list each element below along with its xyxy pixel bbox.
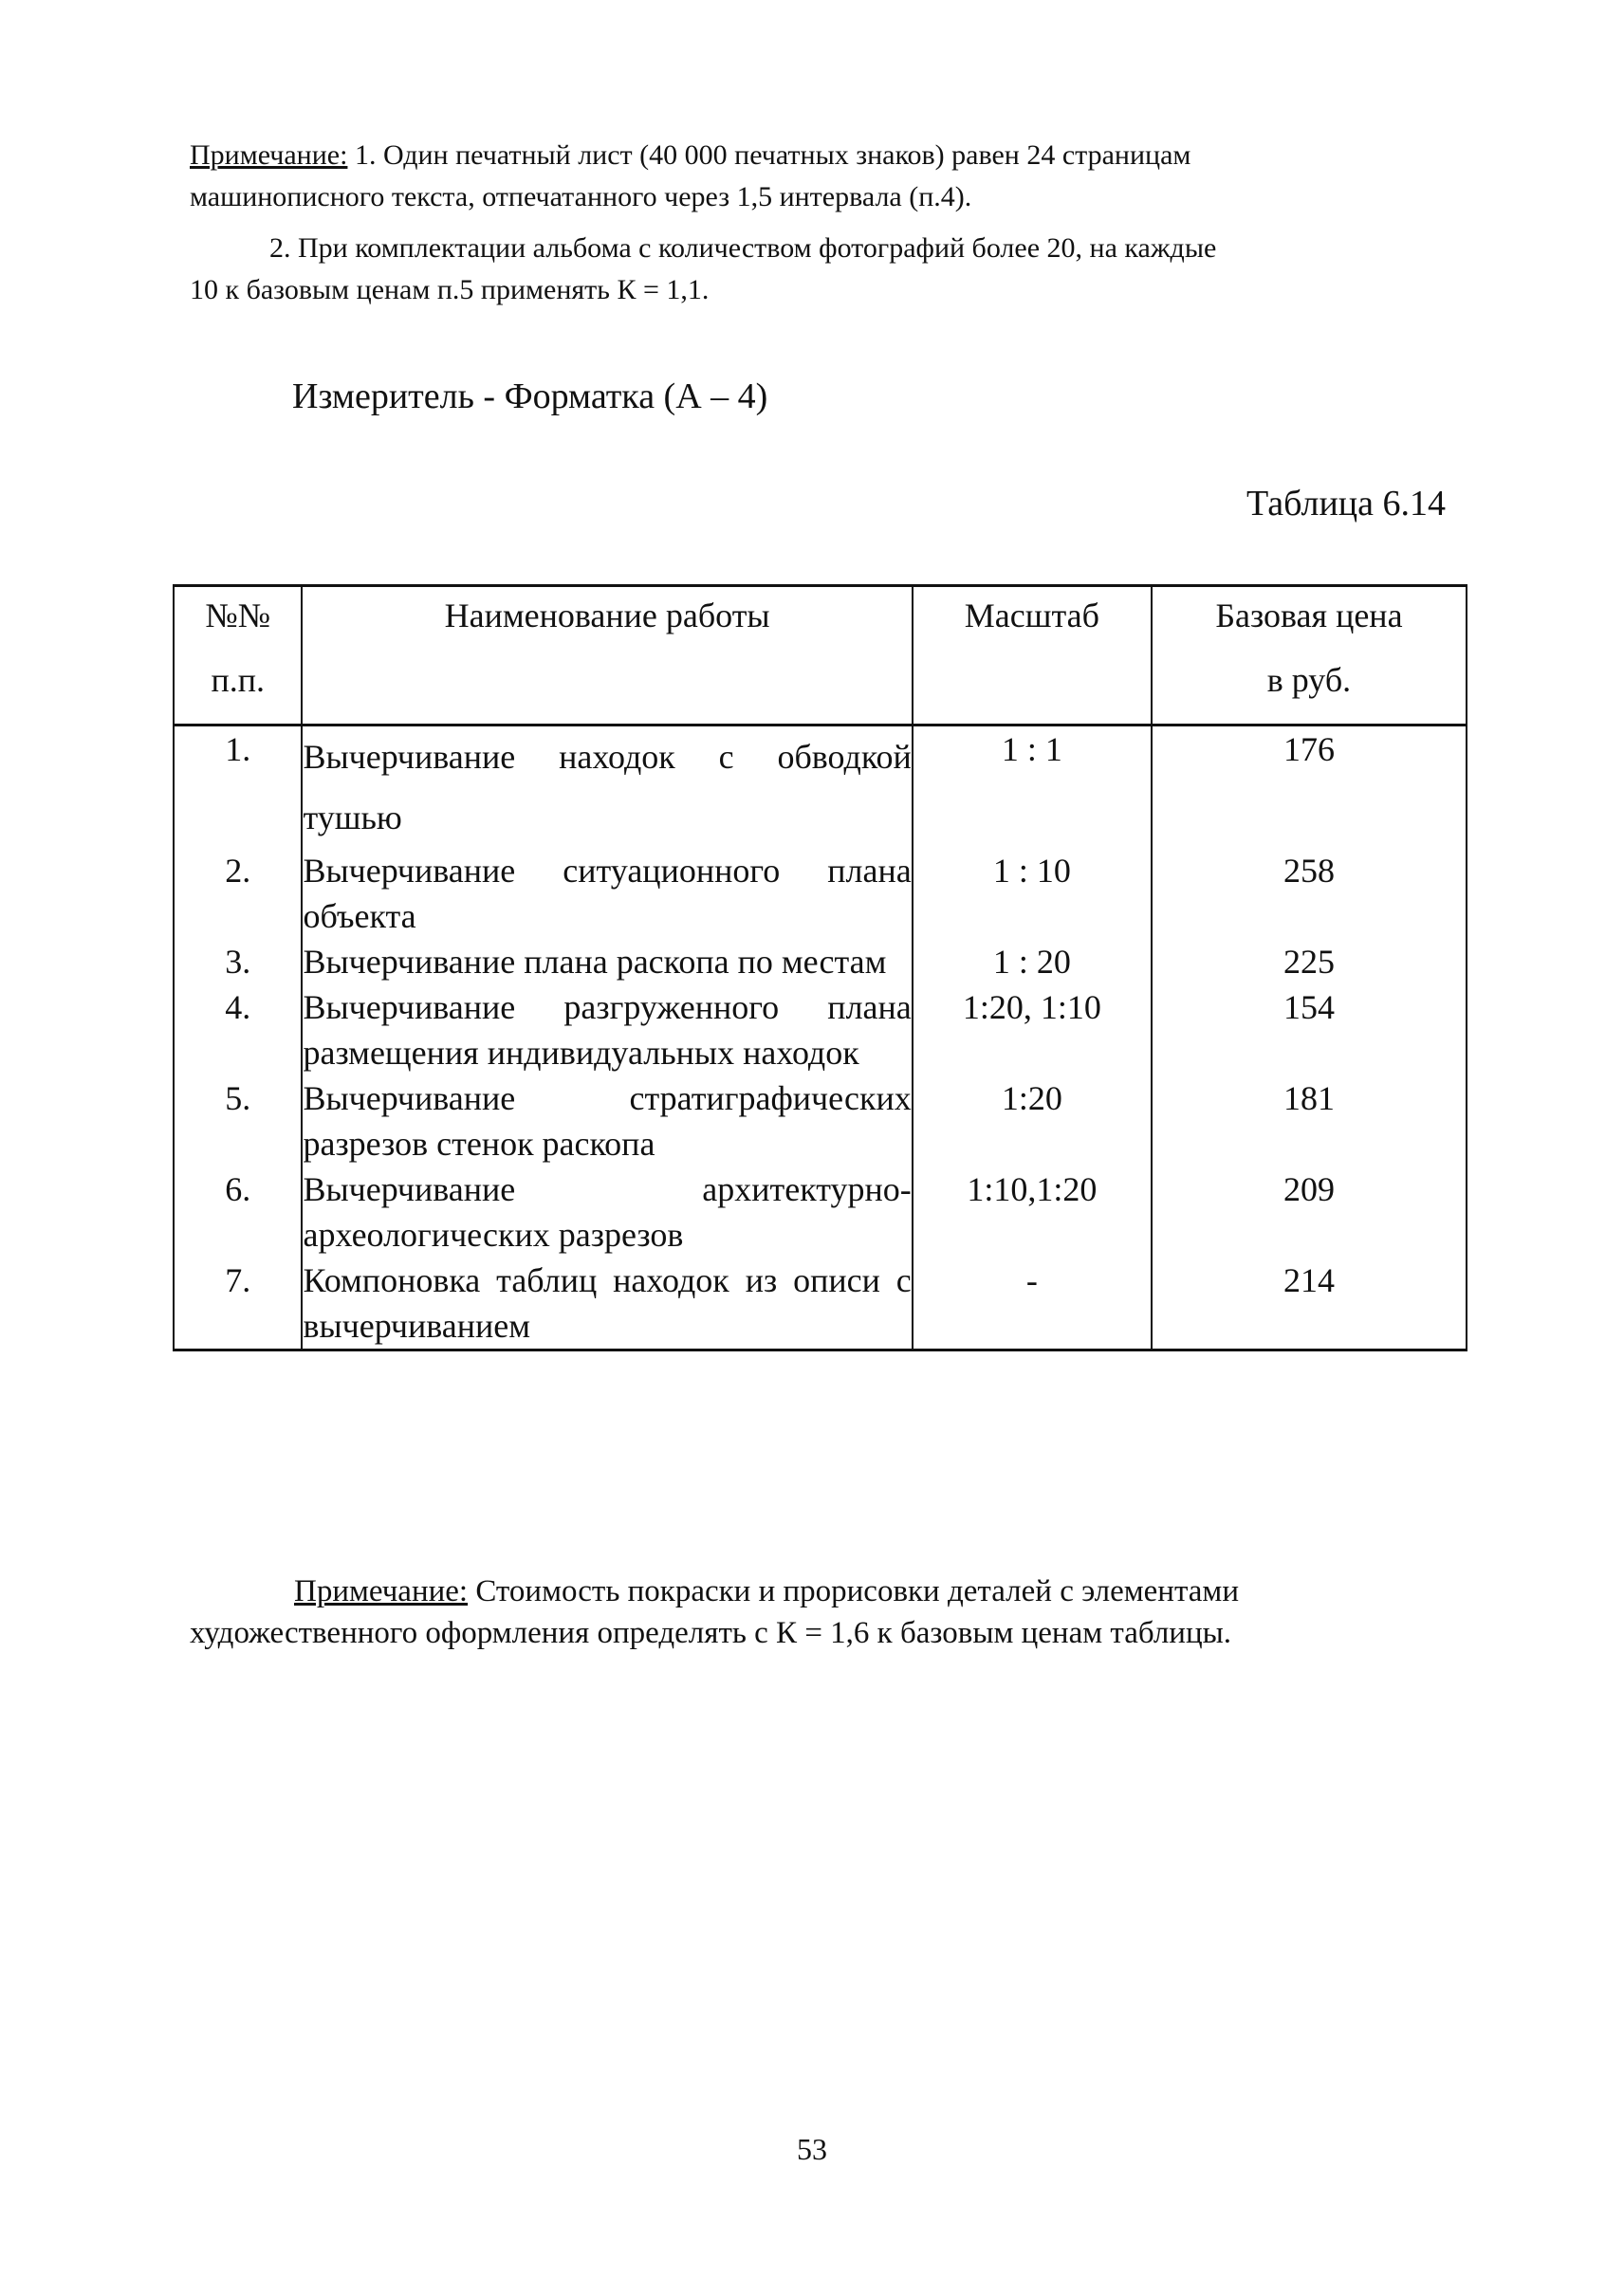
row-scale: 1 : 20	[913, 939, 1152, 984]
table-row	[174, 1258, 1467, 1350]
row-price: 258	[1152, 848, 1467, 939]
table-row	[174, 939, 1467, 984]
row-name: Компоновка таблиц находок из описи с вычерчиванием	[302, 1258, 912, 1350]
header-num	[174, 586, 302, 726]
measure-unit: Измеритель - Форматка (А – 4)	[292, 377, 768, 416]
header-name-text: Наименование работы	[444, 597, 770, 634]
row-scale: -	[913, 1258, 1152, 1350]
note-block-2	[190, 228, 1432, 311]
row-scale: 1:20, 1:10	[913, 984, 1152, 1075]
row-num: 1.	[174, 726, 302, 849]
header-num-line-1: №№	[205, 597, 271, 634]
note-block-1	[190, 135, 1461, 218]
table-row	[174, 848, 1467, 939]
row-price: 176	[1152, 726, 1467, 849]
row-name: Вычерчивание архитектурно-археологических разрезов	[302, 1166, 912, 1258]
row-num: 6.	[174, 1166, 302, 1258]
header-price-line-1: Базовая цена	[1215, 597, 1403, 634]
row-num: 3.	[174, 939, 302, 984]
row-name: Вычерчивание находок с обводкой тушью	[302, 726, 912, 849]
row-price: 225	[1152, 939, 1467, 984]
header-scale-text: Масштаб	[964, 597, 1099, 634]
header-price	[1152, 586, 1467, 726]
table-row	[174, 726, 1467, 849]
row-price: 209	[1152, 1166, 1467, 1258]
row-name: Вычерчивание ситуационного плана объекта	[302, 848, 912, 939]
table-row	[174, 1166, 1467, 1258]
note-1-line-2: машинописного текста, отпечатанного через 1,5 интервала (п.4).	[190, 181, 972, 212]
row-scale: 1:20	[913, 1075, 1152, 1166]
note-bottom-line-2: художественного оформления определять с К = 1,6 к базовым ценам таблицы.	[190, 1616, 1232, 1650]
row-scale: 1:10,1:20	[913, 1166, 1152, 1258]
note-bottom-label: Примечание:	[294, 1574, 469, 1608]
note-bottom-text-1: Стоимость покраски и прорисовки деталей с элементами	[475, 1574, 1239, 1608]
note-block-bottom	[190, 1570, 1432, 1654]
row-scale: 1 : 1	[913, 726, 1152, 849]
note-label: Примечание:	[190, 139, 348, 171]
note-2-line-1: 2. При комплектации альбома с количеством фотографий более 20, на каждые	[269, 232, 1217, 264]
table-row	[174, 984, 1467, 1075]
header-scale	[913, 586, 1152, 726]
table-row	[174, 1075, 1467, 1166]
row-price: 214	[1152, 1258, 1467, 1350]
note-1-line-1: 1. Один печатный лист (40 000 печатных знаков) равен 24 страницам	[354, 139, 1191, 171]
row-price: 181	[1152, 1075, 1467, 1166]
row-price: 154	[1152, 984, 1467, 1075]
row-name: Вычерчивание стратиграфических разрезов стенок раскопа	[302, 1075, 912, 1166]
row-scale: 1 : 10	[913, 848, 1152, 939]
price-table	[173, 584, 1467, 1351]
header-name	[302, 586, 912, 726]
table-number: Таблица 6.14	[1246, 484, 1446, 523]
row-num: 5.	[174, 1075, 302, 1166]
note-bottom-line-1	[190, 1570, 1432, 1612]
row-name: Вычерчивание разгруженного плана размещения индивидуальных находок	[302, 984, 912, 1075]
page-number: 53	[797, 2132, 827, 2166]
note-2-line-2: 10 к базовым ценам п.5 применять К = 1,1.	[190, 274, 710, 305]
table-header-row	[174, 586, 1467, 726]
row-num: 2.	[174, 848, 302, 939]
header-num-line-2: п.п.	[211, 661, 265, 699]
row-name: Вычерчивание плана раскопа по местам	[302, 939, 912, 984]
row-num: 4.	[174, 984, 302, 1075]
row-num: 7.	[174, 1258, 302, 1350]
header-price-line-2: в руб.	[1266, 661, 1352, 699]
